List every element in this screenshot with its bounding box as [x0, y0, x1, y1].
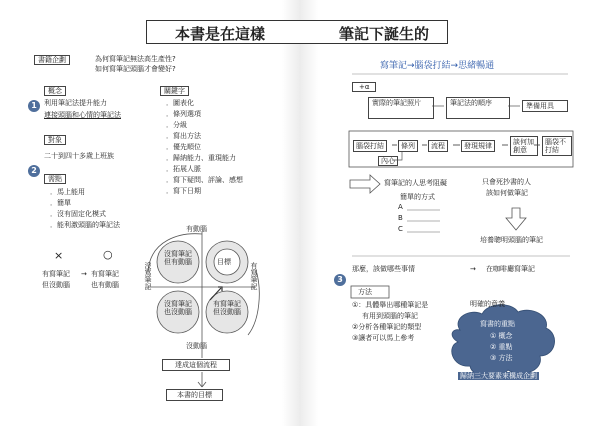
- planning-label: 書籍企劃: [34, 55, 70, 65]
- concept-label: 概念: [44, 86, 66, 96]
- result-text: 培養聰明頭腦的筆記: [480, 236, 543, 244]
- cloud-item-3: ③ 方法: [490, 354, 513, 362]
- alpha-label: +α: [352, 82, 376, 92]
- method-result: 明確的意義: [470, 300, 505, 308]
- cloud-item-2: ② 重點: [490, 343, 513, 351]
- keyword-6: ．歸納能力、重現能力: [166, 154, 236, 162]
- left-arrow-text-2: 該如何做筆記: [486, 189, 528, 197]
- axis-top-label: 有動腦: [186, 225, 207, 233]
- left-arrow-text-1: 只會死抄書的人: [482, 178, 531, 186]
- quadrant-bottom-right: 有寫筆記但沒動腦: [213, 300, 241, 316]
- axis-right-label: 有寫筆記: [250, 262, 258, 290]
- method-1b: 有用到頭腦的筆記: [362, 312, 418, 320]
- compare-right-2: 也有動腦: [91, 281, 119, 289]
- concept-line-1: 利用筆記法提升能力: [44, 99, 107, 107]
- keyword-8: ．寫下疑問、評論、感想: [166, 176, 243, 184]
- title-right: 筆記下誕生的: [339, 25, 430, 43]
- need-label: 需點: [44, 174, 66, 184]
- axis-bottom-label: 沒動腦: [186, 342, 207, 350]
- flow-step-5: 談何加創意: [510, 136, 538, 156]
- quadrant-top-left: 沒寫筆記但有動腦: [164, 250, 192, 266]
- target-text: 二十到四十多歲上班族: [44, 152, 114, 160]
- keywords-label: 關鍵字: [160, 86, 189, 96]
- list-b: B: [398, 214, 403, 222]
- trouble-label: 寫筆記的人思考阻礙: [384, 179, 447, 187]
- alpha-item-3: 準備用具: [522, 100, 568, 112]
- keyword-2: ．條列選項: [166, 110, 201, 118]
- flow-inner: 內心: [378, 156, 398, 166]
- planning-question-2: 如何寫筆記頭腦才會變好?: [95, 65, 176, 73]
- title-left: 本書是在這樣: [175, 25, 266, 43]
- method-2: ②分析各種筆記的類型: [352, 323, 422, 331]
- cloud-footer: 歸納三大要素來構成企劃: [460, 372, 537, 380]
- process-box: 達成這個流程: [162, 359, 230, 371]
- how-arrow: →: [470, 265, 476, 273]
- keyword-7: ．拓展人脈: [166, 165, 201, 173]
- circle-mark: ○: [103, 248, 113, 261]
- trouble-sub: 簡單的方式: [400, 193, 435, 201]
- quadrant-bottom-left: 沒寫筆記也沒動腦: [164, 300, 192, 316]
- that-text: 那麼，該做哪些事情: [352, 265, 415, 273]
- need-4: ．能利激頭腦的筆記法: [50, 221, 120, 229]
- badge-2: 2: [28, 165, 40, 177]
- flow-step-2: 條列: [398, 140, 418, 152]
- list-a: A: [398, 203, 403, 211]
- need-1: ．馬上能用: [50, 188, 85, 196]
- axis-left-label: 沒寫筆記: [144, 262, 152, 290]
- flow-step-3: 流程: [428, 140, 448, 152]
- concept-line-2: 連接頭腦和心情的筆記法: [44, 111, 121, 119]
- quadrant-top-right: 目標: [217, 258, 231, 266]
- keyword-1: ．圖表化: [166, 99, 194, 107]
- cross-mark: ×: [54, 249, 64, 262]
- method-label: 方法: [358, 288, 372, 296]
- list-c: C: [398, 225, 403, 233]
- flow-step-6: 腦袋不打結: [542, 136, 572, 156]
- planning-question-1: 為何寫筆記無法高生產性?: [95, 55, 176, 63]
- alpha-item-2: 筆記法的順序: [446, 97, 510, 119]
- need-3: ．沒有固定化模式: [50, 210, 106, 218]
- method-3: ③讓者可以馬上參考: [352, 334, 415, 342]
- compare-left-2: 但沒動腦: [42, 281, 70, 289]
- cloud-title: 寫書的重點: [480, 320, 515, 328]
- right-header: 寫筆記→腦袋打結→思緒暢通: [380, 61, 495, 71]
- keyword-4: ．寫出方法: [166, 132, 201, 140]
- compare-left-1: 有寫筆記: [42, 270, 70, 278]
- compare-arrow: →: [81, 270, 87, 278]
- flow-step-4: 發現規律: [461, 140, 495, 152]
- target-label: 對象: [44, 135, 66, 145]
- flow-step-1: 腦袋打結: [353, 140, 387, 152]
- method-1: ①：具體舉出哪種筆記是: [352, 301, 429, 309]
- keyword-3: ．分級: [166, 121, 187, 129]
- how-text: 在咖啡廳寫筆記: [486, 265, 535, 273]
- keyword-9: ．寫下日期: [166, 187, 201, 195]
- goal-box: 本書的目標: [166, 389, 223, 401]
- badge-1: 1: [28, 100, 40, 112]
- need-2: ．簡單: [50, 199, 71, 207]
- alpha-item-1: 實際的筆記照片: [368, 97, 434, 119]
- badge-3: 3: [334, 274, 346, 286]
- compare-right-1: 有寫筆記: [91, 270, 119, 278]
- cloud-item-1: ① 概念: [490, 332, 513, 340]
- keyword-5: ．優先順位: [166, 143, 201, 151]
